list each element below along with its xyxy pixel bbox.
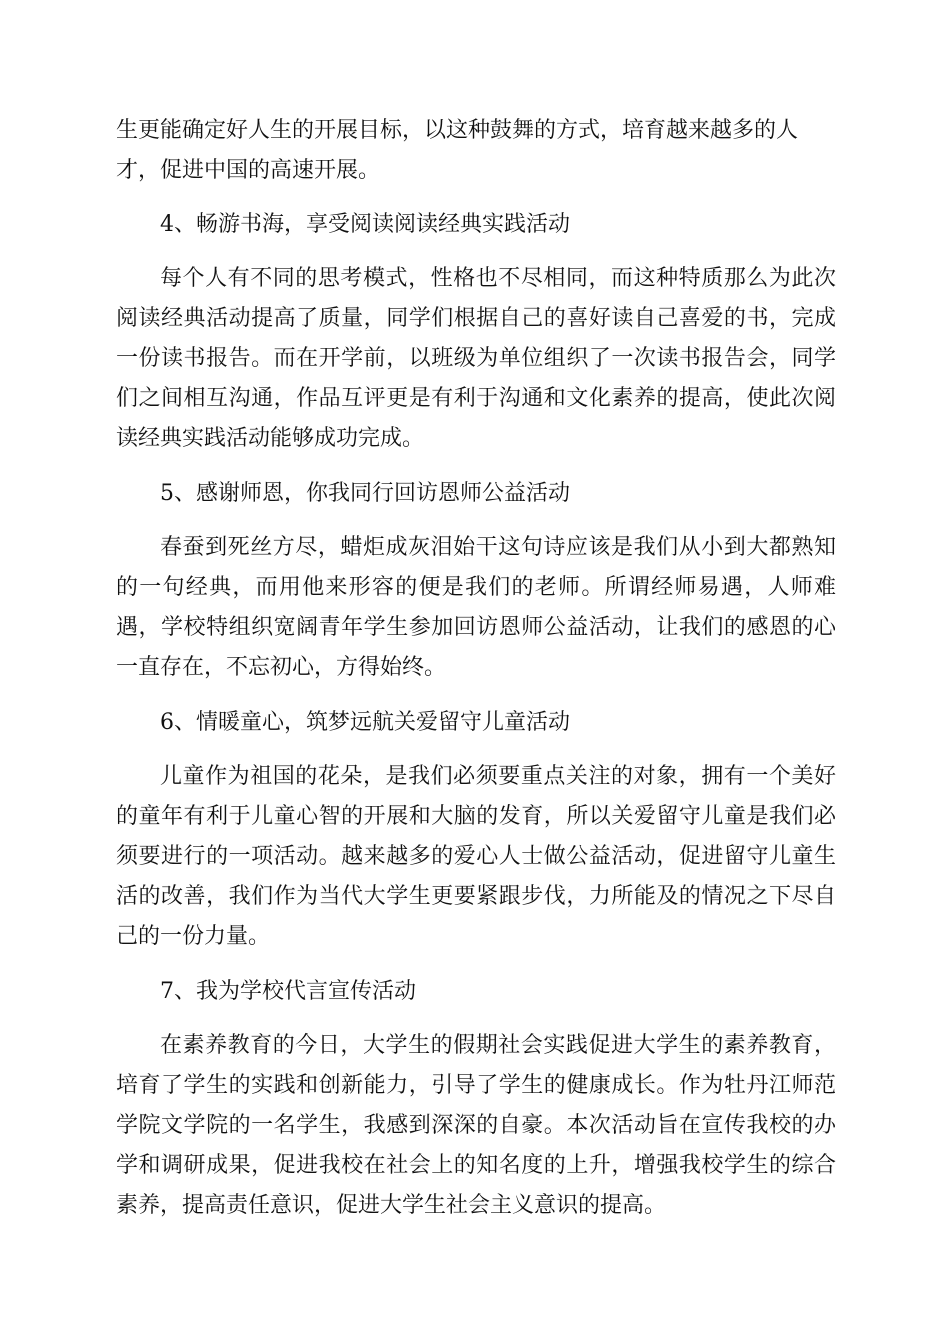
section-heading-5: 5、感谢师恩，你我同行回访恩师公益活动 [160, 481, 570, 506]
section-body-6: 儿童作为祖国的花朵，是我们必须要重点关注的对象，拥有一个美好的童年有利于儿童心智的开展和大脑的发育，所以关爱留守儿童是我们必须要进行的一项活动。越来越多的爱心人士做公益活动，促进留守儿童生活的改善，我们作为当代大学生更要紧跟步伐，力所能及的情况之下尽自己的一份力量。 [116, 764, 836, 949]
document-page [116, 111, 836, 1226]
section-heading-6: 6、情暖童心，筑梦远航关爱留守儿童活动 [160, 710, 570, 735]
section-body-4: 每个人有不同的思考模式，性格也不尽相同，而这种特质那么为此次阅读经典活动提高了质量，同学们根据自己的喜好读自己喜爱的书，完成一份读书报告。而在开学前，以班级为单位组织了一次读书报告会，同学们之间相互沟通，作品互评更是有利于沟通和文化素养的提高，使此次阅读经典实践活动能够成功完成。 [116, 266, 836, 451]
section-heading-4: 4、畅游书海，享受阅读阅读经典实践活动 [160, 212, 570, 237]
section-body-7: 在素养教育的今日，大学生的假期社会实践促进大学生的素养教育，培育了学生的实践和创新能力，引导了学生的健康成长。作为牡丹江师范学院文学院的一名学生，我感到深深的自豪。本次活动旨在宣传我校的办学和调研成果，促进我校在社会上的知名度的上升，增强我校学生的综合素养，提高责任意识，促进大学生社会主义意识的提高。 [116, 1033, 836, 1218]
continuation-paragraph: 生更能确定好人生的开展目标，以这种鼓舞的方式，培育越来越多的人才，促进中国的高速开展。 [116, 118, 799, 183]
section-heading-7: 7、我为学校代言宣传活动 [160, 979, 416, 1004]
section-body-5: 春蚕到死丝方尽，蜡炬成灰泪始干这句诗应该是我们从小到大都熟知的一句经典，而用他来形容的便是我们的老师。所谓经师易遇，人师难遇，学校特组织宽阔青年学生参加回访恩师公益活动，让我们的感恩的心一直存在，不忘初心，方得始终。 [116, 535, 836, 680]
